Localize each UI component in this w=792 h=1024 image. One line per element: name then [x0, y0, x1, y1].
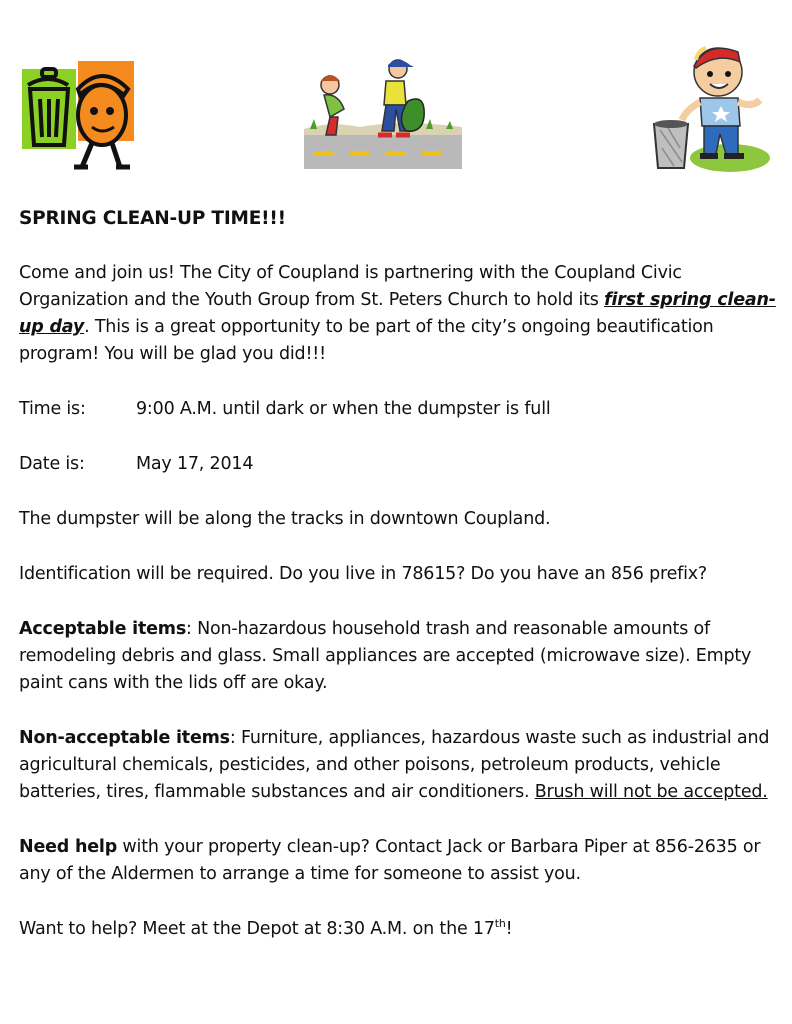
volunteer-paragraph — [19, 916, 779, 943]
non-acceptable-items-paragraph — [19, 725, 779, 806]
time-label: Time is: — [19, 399, 86, 419]
intro-paragraph — [19, 260, 779, 368]
page-title: SPRING CLEAN-UP TIME!!! — [19, 208, 286, 229]
need-help-label: Need help — [19, 837, 118, 857]
acceptable-items-paragraph — [19, 616, 779, 697]
date-value: May 17, 2014 — [136, 454, 254, 474]
acceptable-items-text: : Non-hazardous household trash and reasonable amounts of remodeling debris and glass. Small appliances are accepted (microwave size). Empty paint cans with the lids off are okay. — [19, 619, 752, 693]
non-acceptable-items-label: Non-acceptable items — [19, 728, 230, 748]
boy-throwing-trash-clipart — [648, 38, 772, 178]
non-acceptable-items-text: : Furniture, appliances, hazardous waste such as industrial and agricultural chemicals, pesticides, and other poisons, petroleum products, vehicle batteries, tires, flammable substances and air conditioners. — [19, 728, 770, 802]
intro-emphasis: first spring clean-up day — [19, 290, 776, 337]
volunteer-text: Want to help? Meet at the Depot at 8:30 A.M. on the 17 — [19, 919, 495, 939]
intro-text: Come and join us! The City of Coupland is partnering with the Coupland Civic Organization and the Youth Group from St. Peters Church to hold its — [19, 263, 682, 310]
date-row — [19, 451, 779, 478]
date-label: Date is: — [19, 454, 85, 474]
identification-paragraph: Identification will be required. Do you live in 78615? Do you have an 856 prefix? — [19, 564, 708, 584]
brush-notice: Brush will not be accepted. — [534, 782, 768, 802]
flyer-content — [19, 205, 779, 943]
need-help-paragraph — [19, 834, 779, 888]
location-paragraph: The dumpster will be along the tracks in downtown Coupland. — [19, 509, 551, 529]
volunteer-ordinal: th — [494, 917, 506, 930]
need-help-text: with your property clean-up? Contact Jack or Barbara Piper at 856-2635 or any of the Aldermen to arrange a time for someone to assist you. — [19, 837, 761, 884]
trash-can-clipart — [20, 55, 136, 175]
intro-text-end: . This is a great opportunity to be part of the city’s ongoing beautification program! You will be glad you did!!! — [19, 317, 714, 364]
kids-picking-up-litter-clipart — [300, 55, 466, 177]
volunteer-end: ! — [505, 919, 513, 939]
acceptable-items-label: Acceptable items — [19, 619, 187, 639]
time-row — [19, 396, 779, 423]
time-value: 9:00 A.M. until dark or when the dumpster is full — [136, 399, 551, 419]
